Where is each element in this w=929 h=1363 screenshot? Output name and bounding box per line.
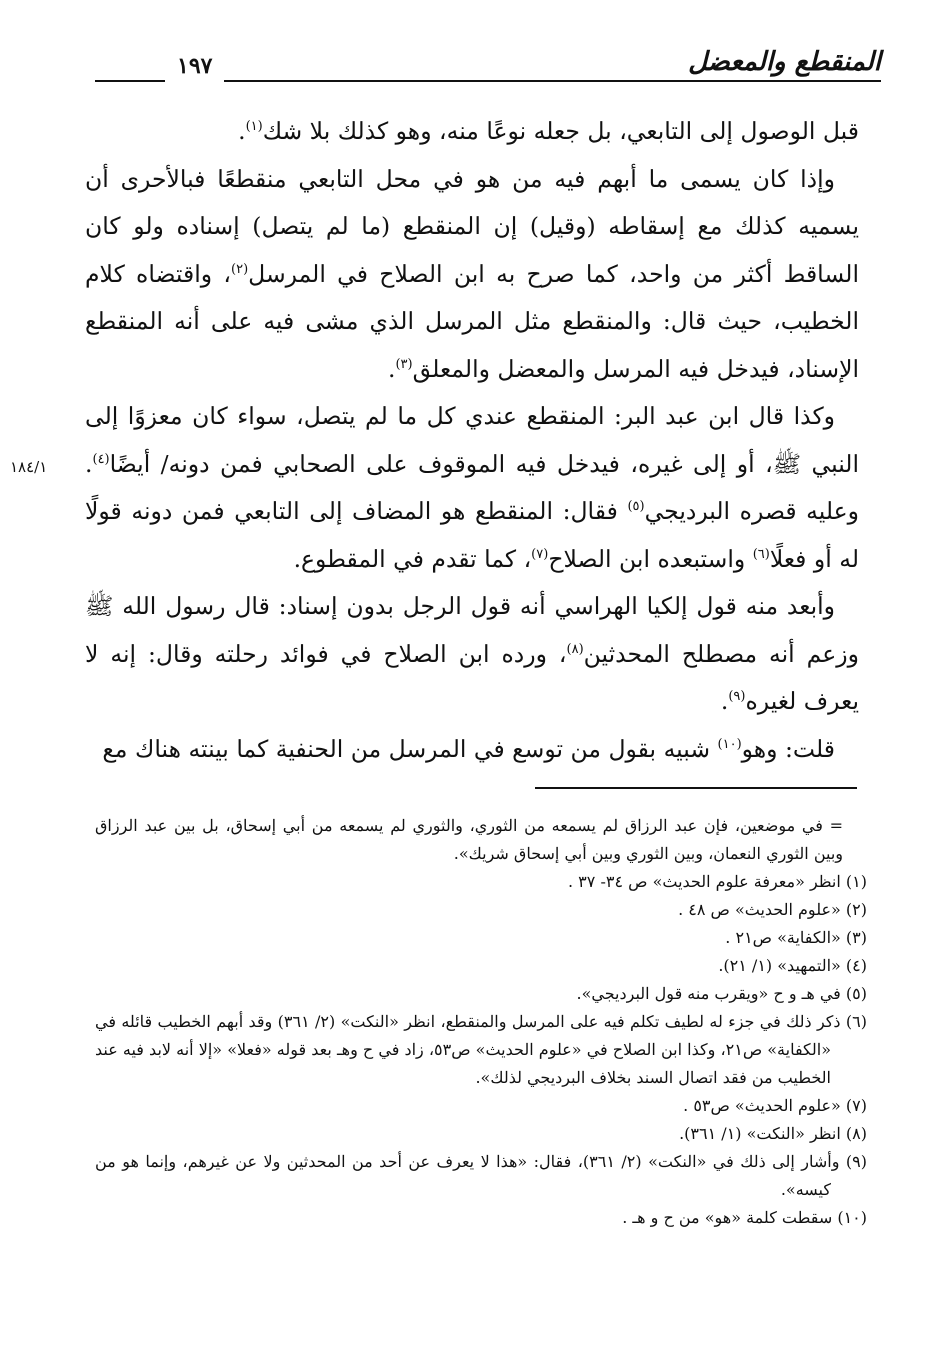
footnotes (95, 812, 867, 1232)
footnote-separator (535, 787, 857, 789)
margin-note: ١٨٤/١ (10, 458, 48, 476)
footnote: = في موضعين، فإن عبد الرزاق لم يسمعه من الثوري، والثوري لم يسمعه من أبي إسحاق، بل بين عبد الرزاق وبين الثوري النعمان، وبين الثوري وبين أبي إسحاق شريك». (95, 816, 843, 863)
footnote: (٩) وأشار إلى ذلك في «النكت» (٢/ ٣٦١)، فقال: «هذا لا يعرف عن أحد من المحدثين ولا عن غيرهم، وإنما هو من كيسه». (95, 1152, 868, 1199)
chapter-title: المنقطع والمعضل (688, 47, 881, 77)
paragraph: وأبعد منه قول إلكيا الهراسي أنه قول الرجل بدون إسناد: قال رسول الله ﷺ وزعم أنه مصطلح المحدثين$^{(٨)}$، ورده ابن الصلاح في فوائد رحلته وقال: إنه لا يعرف لغيره$^{(٩)}$. (85, 592, 859, 715)
page-number: ١٩٧ (165, 46, 224, 86)
paragraph: قبل الوصول إلى التابعي، بل جعله نوعًا منه، وهو كذلك بلا شك$^{(١)}$. (238, 117, 859, 145)
paragraph: وكذا قال ابن عبد البر: المنقطع عندي كل ما لم يتصل، سواء كان معزوًا إلى النبي ﷺ، أو إلى غيره، فيدخل فيه الموقوف على الصحابي فمن دونه/ أيضًا$^{(٤)}$. وعليه قصره البرديجي$^{(٥)}$ فقال: المنقطع هو المضاف إلى التابعي فمن دونه قولًا له أو فعلًا$^{(٦)}$ واستبعده ابن الصلاح$^{(٧)}$، كما تقدم في المقطوع. (85, 402, 859, 573)
footnote-ref: (٩) (728, 689, 746, 705)
footnote-ref: (٢) (231, 261, 249, 277)
footnote: (٨) انظر «النكت» (١/ ٣٦١). (679, 1124, 867, 1143)
paragraph: قلت: وهو$^{(١٠)}$ شبيه بقول من توسع في المرسل من الحنفية كما بينته هناك مع (102, 734, 835, 763)
footnote: (١٠) سقطت كلمة «هو» من ح و هـ . (622, 1208, 867, 1227)
footnote-ref: (١٠) (717, 736, 742, 752)
footnote: (١) انظر «معرفة علوم الحديث» ص ٣٤- ٣٧ . (568, 872, 867, 891)
footnote-ref: (١) (245, 119, 263, 135)
footnote-ref: (٥) (627, 499, 645, 515)
running-header (95, 40, 881, 84)
footnote-ref: (٤) (92, 451, 110, 467)
footnote-ref: (٧) (531, 546, 549, 562)
footnote-ref: (٦) (752, 546, 770, 562)
footnote: (٢) «علوم الحديث» ص ٤٨ . (678, 900, 867, 919)
footnote: (٣) «الكفاية» ص٢١ . (725, 928, 867, 947)
footnote-ref: (٣) (395, 356, 413, 372)
main-text (85, 108, 859, 773)
paragraph: وإذا كان يسمى ما أبهم فيه من هو في محل التابعي منقطعًا فبالأحرى أن يسميه كذلك مع إسقاطه (وقيل) إن المنقطع (ما لم يتصل) إسناده ولو كان الساقط أكثر من واحد، كما صرح به ابن الصلاح في المرسل$^{(٢)}$، واقتضاه كلام الخطيب، حيث قال: والمنقطع مثل المرسل الذي مشى فيه على أنه المنقطع الإسناد، فيدخل فيه المرسل والمعضل والمعلق$^{(٣)}$. (85, 164, 859, 383)
footnote: (٤) «التمهيد» (١/ ٢١). (718, 956, 867, 975)
footnote: (٥) في هـ و ح «ويقرب منه قول البرديجي». (576, 984, 867, 1003)
footnote-ref: (٨) (566, 641, 584, 657)
footnote: (٦) ذكر ذلك في جزء له لطيف تكلم فيه على المرسل والمنقطع، انظر «النكت» (٢/ ٣٦١) وقد أبهم الخطيب قائله في «الكفاية» ص٢١، وكذا ابن الصلاح في «علوم الحديث» ص٥٣، زاد في ح وهـ بعد قوله «فعلا» «إلا أنه لابد فيه عند الخطيب من فقد اتصال السند بخلاف البرديجي لذلك». (95, 1012, 867, 1087)
footnote: (٧) «علوم الحديث» ص٥٣ . (683, 1096, 867, 1115)
